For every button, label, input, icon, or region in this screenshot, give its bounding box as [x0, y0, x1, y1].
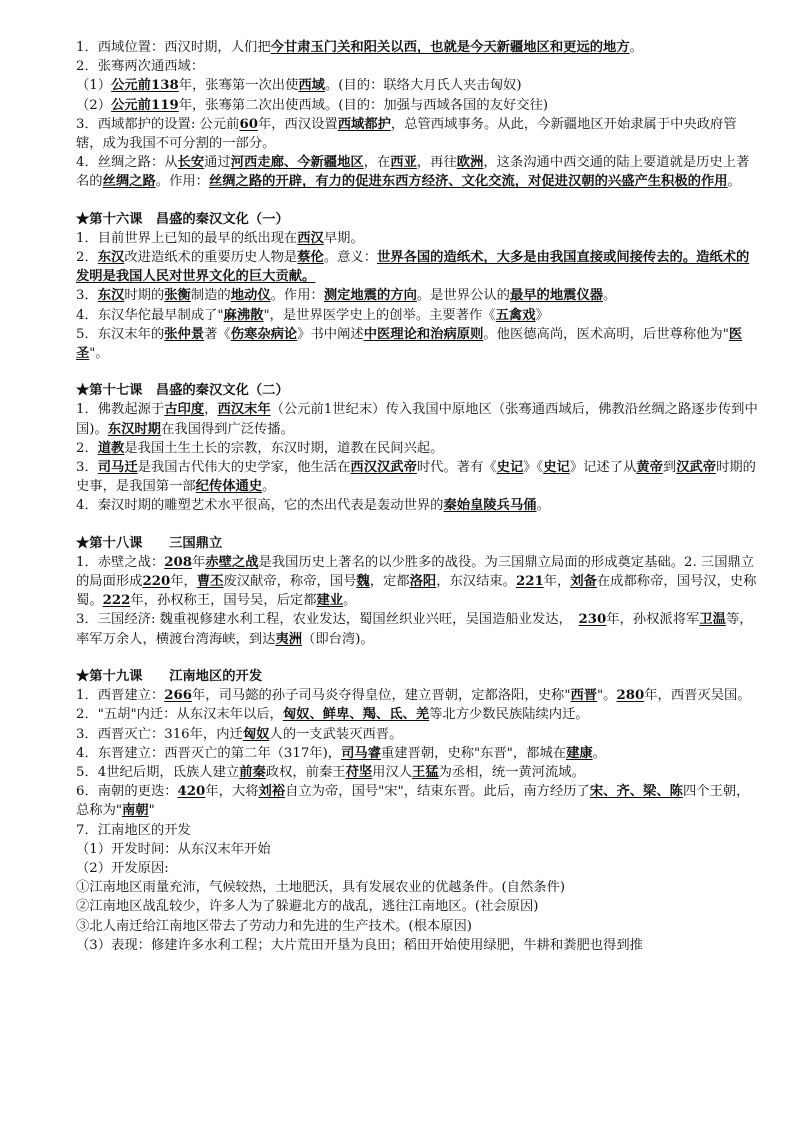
key-term: 纪传体通史	[195, 479, 263, 495]
text-run: （1）	[76, 78, 112, 94]
text-run: 在我国得到广泛传播。	[160, 421, 294, 437]
text-line	[76, 439, 762, 458]
text-run: 是我国土生土长的宗教，东汉时期，道教在民间兴起。	[124, 440, 444, 456]
key-term: 医圣	[76, 326, 743, 362]
text-run: "	[148, 803, 155, 819]
text-run: 年，	[543, 574, 571, 590]
text-run: 。	[727, 174, 741, 190]
text-run: 3．西域都护的设置: 公元前	[76, 116, 240, 132]
key-term: 匈奴	[242, 726, 270, 742]
section-3	[76, 516, 762, 649]
text-run: ，这条沟通中西交通的陆上要道就是历史上著名的	[76, 155, 750, 190]
text-run: 》	[535, 307, 549, 323]
key-term: 西汉汉武帝	[350, 460, 417, 476]
text-line	[76, 96, 762, 115]
text-run: 4．丝绸之路：从	[76, 155, 178, 171]
key-term: 前秦	[239, 764, 266, 780]
text-run: 政权，前秦王	[265, 764, 346, 780]
section-gap	[76, 192, 762, 210]
text-line	[76, 306, 762, 325]
text-run: （2）	[76, 97, 112, 113]
lesson-heading: ★第十六课 昌盛的秦汉文化（一）	[76, 211, 289, 227]
text-run: 年，司马懿的孙子司马炎夺得皇位，建立晋朝，定都洛阳，史称"	[192, 688, 571, 704]
key-term: 西汉	[297, 230, 324, 246]
key-term: 伤寒杂病论	[230, 326, 298, 342]
lesson-heading: ★第十九课 江南地区的开发	[76, 668, 263, 684]
text-run: 。	[536, 498, 550, 514]
key-term: 南朝	[122, 803, 149, 819]
key-term: 266	[164, 688, 193, 704]
text-run: 四个王朝，总称为"	[76, 784, 750, 819]
text-run: ，定都	[369, 574, 410, 590]
key-term: 卫温	[699, 612, 726, 628]
text-line	[76, 686, 762, 705]
key-term: 220	[142, 574, 171, 590]
text-run: 4．秦汉时期的雕塑艺术水平很高，它的杰出代表是轰动世界的	[76, 498, 444, 514]
text-line	[76, 917, 762, 936]
text-line	[76, 763, 762, 782]
lesson-heading: ★第十七课 昌盛的秦汉文化（二）	[76, 383, 289, 399]
text-run: 是我国历史上著名的以少胜多的战役。为三国鼎立局面的形成奠定基础。2. 三国鼎立的局面形成	[76, 554, 755, 590]
text-run: 年，张骞第一次出使	[178, 78, 299, 94]
key-term: 司马睿	[341, 745, 381, 761]
key-term: 匈奴、鲜卑、羯、氐、羌	[282, 707, 430, 723]
key-term: 曹丕	[196, 574, 224, 590]
text-run: 年，孙权派将军	[606, 612, 700, 628]
text-run: 2．	[76, 440, 98, 456]
text-run: 为丞相，统一黄河流域。	[438, 764, 585, 780]
text-run: ③北人南迁给江南地区带去了劳动力和先进的生产技术。(根本原因)	[76, 918, 472, 934]
text-run: 是我国古代伟大的史学家，他生活在	[137, 460, 351, 476]
text-run: 》记述了从	[569, 460, 637, 476]
text-run: 1．西域位置：西汉时期，人们把	[76, 40, 271, 55]
key-term: 黄帝	[636, 460, 663, 476]
text-run: 1．佛教起源于	[76, 402, 165, 418]
text-run: 。(目的：联络大月氏人夹击匈奴)	[324, 78, 522, 94]
text-run: 时期的	[124, 288, 165, 304]
text-line	[76, 840, 762, 859]
text-run: 用汉人	[372, 764, 413, 780]
text-run: 。	[592, 745, 606, 761]
text-line	[76, 76, 762, 95]
key-term: 西域都护	[337, 116, 391, 132]
text-run: 著《	[204, 326, 231, 342]
text-line	[76, 153, 762, 191]
text-run: 时代。著有《	[416, 460, 497, 476]
text-run: 1．目前世界上已知的最早的纸出现在	[76, 230, 298, 246]
key-term: 420	[177, 784, 206, 800]
text-line	[76, 553, 762, 611]
key-term: 宋、齐、梁、陈	[589, 784, 683, 800]
text-run: （公元前1世纪末）传入我国中原地区（张骞通西域后，佛教沿丝绸之路逐步传到中国)。	[76, 402, 758, 437]
key-term: 280	[616, 688, 645, 704]
text-run: 改进造纸术的重要历史人物是	[124, 250, 298, 266]
text-line	[76, 782, 762, 820]
lesson-heading: ★第十八课 三国鼎立	[76, 535, 223, 551]
section-1	[76, 192, 762, 364]
text-run: 早期。	[323, 230, 364, 246]
text-run: 人的一支武装灭西晋。	[269, 726, 403, 742]
text-run: 到	[662, 460, 677, 476]
text-line	[76, 38, 762, 57]
text-run: 通过	[204, 155, 231, 171]
key-term: 测定地震的方向	[323, 288, 417, 304]
text-run: ，再往	[416, 155, 457, 171]
text-run: 4．东汉华佗最早制成了"	[76, 307, 224, 323]
key-term: 河西走廊、今新疆地区	[230, 155, 364, 171]
text-run: 等北方少数民族陆续内迁。	[429, 707, 589, 723]
key-term: 五禽戏	[495, 307, 536, 323]
text-run: 年，西晋灭吴国。	[644, 688, 751, 704]
text-run: 1．赤壁之战：	[76, 554, 165, 570]
key-term: 秦始皇陵兵马俑	[443, 498, 537, 514]
text-line	[76, 878, 762, 897]
text-run: 。作用：	[270, 288, 324, 304]
text-run: 4．东晋建立：西晋灭亡的第二年（317年)，	[76, 745, 342, 761]
text-run: （2）开发原因:	[76, 860, 169, 876]
key-term: 世界各国的造纸术，大多是由我国直接或间接传去的。造纸术的发明是我国人民对世界文化的巨大贡献。	[76, 250, 750, 285]
text-run: ，	[204, 402, 218, 418]
key-term: 史记	[543, 460, 570, 476]
key-term: 王猛	[412, 764, 439, 780]
text-run: 3．西晋灭亡：316年，内迁	[76, 726, 243, 742]
key-term: 西晋	[570, 688, 598, 704]
key-term: 蔡伦	[297, 250, 324, 266]
text-run: "。	[597, 688, 617, 704]
key-term: 西域	[298, 78, 325, 94]
text-line	[76, 458, 762, 496]
key-term: 最早的地震仪器	[509, 288, 604, 304]
text-run: ①江南地区雨量充沛，气候较热，土地肥沃，具有发展农业的优越条件。(自然条件)	[76, 880, 566, 896]
text-run: 。	[603, 288, 617, 304]
text-run: 年，孙权称王，国号吴，后定都	[130, 593, 317, 609]
key-term: 古印度	[164, 402, 205, 418]
key-term: 赤壁之战	[205, 554, 259, 570]
text-run: （1）开发时间：从东汉末年开始	[76, 841, 271, 857]
text-line	[76, 821, 762, 840]
key-term: 苻坚	[345, 764, 373, 780]
section-gap	[76, 363, 762, 381]
text-run: ②江南地区战乱较少，许多人为了躲避北方的战乱，逃往江南地区。(社会原因)	[76, 899, 539, 915]
key-term: 东汉	[97, 250, 125, 266]
text-line	[76, 286, 762, 305]
text-line	[76, 705, 762, 724]
section-gap	[76, 649, 762, 667]
text-run: 5．4世纪后期，氐族人建立	[76, 764, 240, 780]
text-run: 》《	[523, 460, 544, 476]
text-run: 3．	[76, 460, 98, 476]
text-run: 。	[629, 40, 643, 55]
text-run: ，总管西域事务。从此，今新疆地区开始隶属于中央政府管辖，成为我国不可分割的一部分。	[76, 116, 737, 152]
text-run: 1．西晋建立：	[76, 688, 165, 704]
text-run: 2．张骞两次通西域：	[76, 59, 205, 75]
key-term: 208	[164, 554, 193, 570]
text-run: 年，	[170, 574, 197, 590]
text-line	[76, 496, 762, 515]
text-run: 》书中阐述	[297, 326, 364, 342]
text-line	[76, 229, 762, 248]
text-run: 5．东汉末年的	[76, 326, 165, 342]
key-term: 东汉	[97, 288, 125, 304]
text-line	[76, 57, 762, 76]
section-gap	[76, 516, 762, 534]
text-line	[76, 744, 762, 763]
text-line	[76, 936, 762, 955]
text-line	[76, 725, 762, 744]
key-term: 张仲景	[164, 326, 205, 342]
text-run: （3）表现：修建许多水利工程；大片荒田开垦为良田；稻田开始使用绿肥，牛耕和粪肥也得到推	[76, 937, 643, 953]
key-term: 公元前138	[111, 78, 179, 94]
document-body	[76, 38, 762, 955]
text-line	[76, 325, 762, 363]
text-run: 重建晋朝，史称"东晋"，都城在	[380, 745, 567, 761]
text-run: 废汉献帝，称帝，国号	[223, 574, 357, 590]
key-term: 刘备	[570, 574, 597, 590]
key-term: 221	[515, 574, 544, 590]
key-term: 230	[578, 612, 607, 628]
key-term: 史记	[496, 460, 524, 476]
key-term: 东汉时期	[107, 421, 161, 437]
text-run: 。	[343, 593, 357, 609]
text-run: "。	[89, 346, 109, 362]
key-term: 张衡	[164, 288, 191, 304]
key-term: 汉武帝	[676, 460, 717, 476]
text-run: 时期的史事，是我国第一部	[76, 460, 756, 495]
text-run: 。	[262, 479, 276, 495]
text-run: 年	[192, 554, 206, 570]
key-term: 司马迁	[97, 460, 138, 476]
text-run: 在成都称帝，国号汉，史称蜀。	[76, 574, 757, 609]
text-line	[76, 248, 762, 286]
section-0	[76, 38, 762, 192]
text-run: 3．三国经济: 魏重视修建水利工程，农业发达，蜀国丝织业兴旺，吴国造船业发达，	[76, 612, 579, 628]
text-run: （即台湾)。	[302, 631, 374, 647]
key-term: 今甘肃玉门关和阳关以西，也就是今天新疆地区和更远的地方	[270, 40, 630, 55]
text-run: 年，张骞第二次出使西域。(目的：加强与西域各国的友好交往)	[178, 97, 549, 113]
text-run: 3．	[76, 288, 98, 304]
text-run: 6．南朝的更迭：	[76, 784, 178, 800]
text-run: 2．"五胡"内迁：从东汉末年以后，	[76, 707, 283, 723]
text-run: ，东汉结束。	[436, 574, 516, 590]
key-term: 丝绸之路的开辟，有力的促进东西方经济、文化交流，对促进汉朝的兴盛产生积极的作用	[208, 174, 728, 190]
text-run: 制造的	[190, 288, 231, 304]
text-run: 2．	[76, 250, 98, 266]
text-run: 。意义：	[323, 250, 377, 266]
key-term: 麻沸散	[223, 307, 264, 323]
key-term: 西亚	[390, 155, 417, 171]
text-run: "，是世界医学史上的创举。主要著作《	[263, 307, 496, 323]
key-term: 刘裕	[258, 784, 286, 800]
text-run: 。是世界公认的	[416, 288, 510, 304]
text-line	[76, 897, 762, 916]
key-term: 道教	[97, 440, 125, 456]
section-2	[76, 363, 762, 515]
key-term: 60	[239, 116, 258, 132]
key-term: 西汉末年	[217, 402, 271, 418]
key-term: 中医理论和治病原则	[363, 326, 484, 342]
key-term: 长安	[177, 155, 205, 171]
key-term: 丝绸之路	[102, 174, 156, 190]
text-run: 年，西汉设置	[257, 116, 338, 132]
text-run: 年，大将	[205, 784, 259, 800]
text-line	[76, 859, 762, 878]
text-run: 。他医德高尚，医术高明，后世尊称他为"	[483, 326, 729, 342]
section-4	[76, 649, 762, 955]
key-term: 夷洲	[275, 631, 303, 647]
text-run: 等，率军万余人，横渡台湾海峡，到达	[76, 612, 753, 647]
text-line	[76, 115, 762, 153]
text-line	[76, 610, 762, 648]
text-run: 。作用：	[155, 174, 209, 190]
text-run: ，在	[363, 155, 391, 171]
key-term: 建康	[566, 745, 593, 761]
key-term: 222	[102, 593, 131, 609]
key-term: 公元前119	[111, 97, 179, 113]
key-term: 建业	[316, 593, 344, 609]
key-term: 欧洲	[456, 155, 484, 171]
key-term: 魏	[356, 574, 370, 590]
text-run: 7．江南地区的开发	[76, 822, 191, 838]
text-line	[76, 400, 762, 438]
text-run: 自立为帝，国号"宋"，结束东晋。此后，南方经历了	[285, 784, 590, 800]
key-term: 地动仪	[230, 288, 271, 304]
key-term: 洛阳	[409, 574, 437, 590]
